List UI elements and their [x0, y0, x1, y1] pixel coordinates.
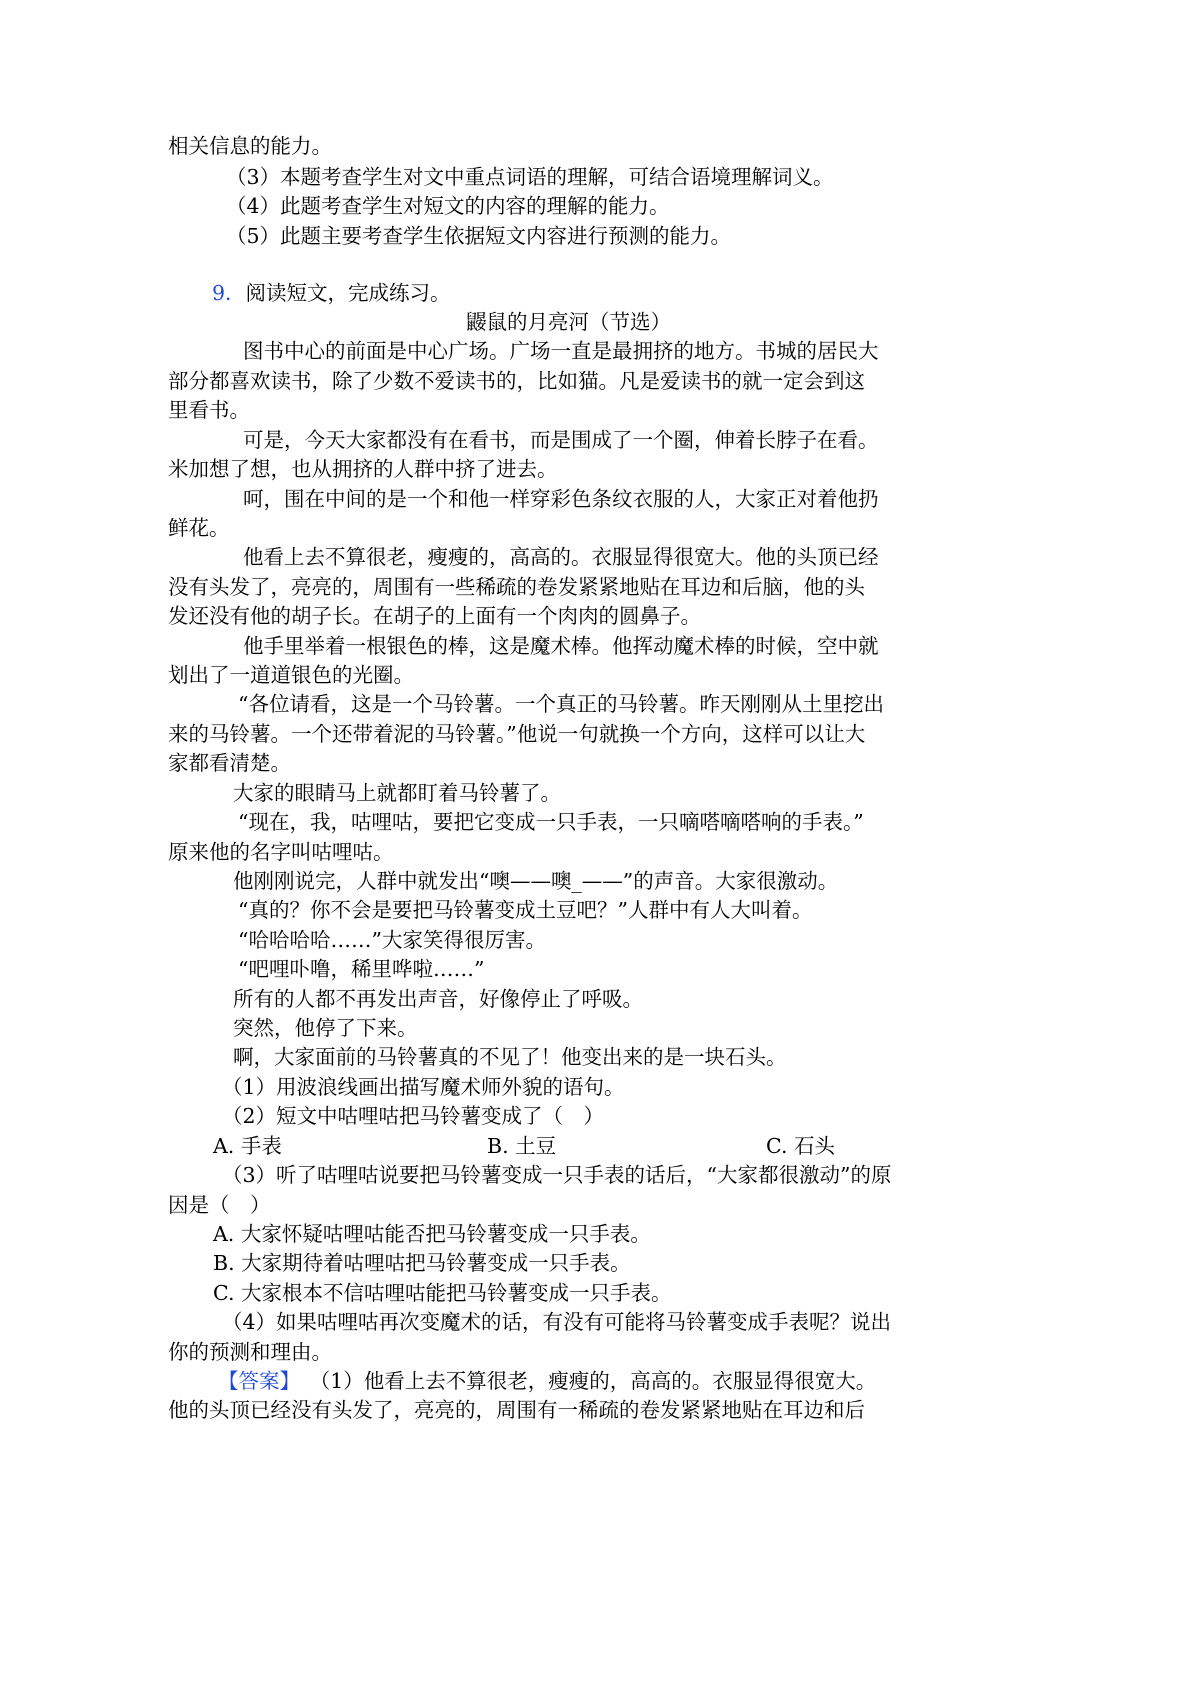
passage-line: 米加想了想，也从拥挤的人群中挤了进去。	[168, 457, 558, 481]
passage-line: “真的？你不会是要把马铃薯变成土豆吧？”人群中有人大叫着。	[238, 898, 813, 922]
intro-line: （4）此题考查学生对短文的内容的理解的能力。	[226, 194, 670, 218]
question-header	[212, 283, 451, 304]
question-prompt: 阅读短文，完成练习。	[245, 281, 451, 305]
intro-line: （5）此题主要考查学生依据短文内容进行预测的能力。	[226, 224, 732, 248]
passage-line: 他手里举着一根银色的棒，这是魔术棒。他挥动魔术棒的时候，空中就	[243, 634, 879, 658]
passage-line: 所有的人都不再发出声音，好像停止了呼吸。	[233, 987, 643, 1011]
sub-question-2: （2）短文中咕哩咕把马铃薯变成了（ ）	[222, 1104, 605, 1128]
answer-line	[218, 1371, 876, 1392]
answer-line-2: 他的头顶已经没有头发了，亮亮的，周围有一稀疏的卷发紧紧地贴在耳边和后	[168, 1398, 865, 1422]
q2-option-a: A. 手表	[213, 1134, 282, 1158]
passage-line: 里看书。	[168, 398, 250, 422]
passage-line: 来的马铃薯。一个还带着泥的马铃薯。”他说一句就换一个方向，这样可以让大	[168, 722, 866, 746]
passage-line: “各位请看，这是一个马铃薯。一个真正的马铃薯。昨天刚刚从土里挖出	[238, 692, 884, 716]
question-number: 9．	[212, 281, 246, 305]
passage-line: 大家的眼睛马上就都盯着马铃薯了。	[233, 781, 561, 805]
passage-line: 啊，大家面前的马铃薯真的不见了！他变出来的是一块石头。	[233, 1045, 787, 1069]
passage-line: 呵，围在中间的是一个和他一样穿彩色条纹衣服的人，大家正对着他扔	[243, 487, 879, 511]
passage-line: 原来他的名字叫咕哩咕。	[168, 840, 394, 864]
passage-line: 他看上去不算很老，瘦瘦的，高高的。衣服显得很宽大。他的头顶已经	[243, 545, 879, 569]
passage-line: 部分都喜欢读书，除了少数不爱读书的，比如猫。凡是爱读书的就一定会到这	[168, 369, 865, 393]
passage-line: 突然，他停了下来。	[233, 1016, 418, 1040]
passage-line: 鲜花。	[168, 516, 230, 540]
passage-line: 图书中心的前面是中心广场。广场一直是最拥挤的地方。书城的居民大	[243, 339, 879, 363]
passage-line: “吧哩卟噜，稀里哗啦……”	[238, 957, 485, 981]
passage-line: 家都看清楚。	[168, 751, 291, 775]
sub-question-3: （3）听了咕哩咕说要把马铃薯变成一只手表的话后，“大家都很激动”的原	[222, 1163, 892, 1187]
intro-line: （3）本题考查学生对文中重点词语的理解，可结合语境理解词义。	[226, 165, 834, 189]
passage-line: 他刚刚说完，人群中就发出“噢——噢_——”的声音。大家很激动。	[233, 869, 839, 893]
answer-text: （1）他看上去不算很老，瘦瘦的，高高的。衣服显得很宽大。	[320, 1369, 877, 1393]
q2-option-c: C. 石头	[766, 1134, 835, 1158]
answer-label: 【答案】	[218, 1369, 300, 1393]
sub-question-3-cont: 因是（ ）	[168, 1193, 271, 1217]
sub-question-4-cont: 你的预测和理由。	[168, 1340, 332, 1364]
passage-line: “现在，我，咕哩咕，要把它变成一只手表，一只嘀嗒嘀嗒响的手表。”	[238, 810, 864, 834]
q3-option-b: B. 大家期待着咕哩咕把马铃薯变成一只手表。	[213, 1251, 631, 1275]
q3-option-c: C. 大家根本不信咕哩咕能把马铃薯变成一只手表。	[213, 1281, 672, 1305]
passage-line: 可是，今天大家都没有在看书，而是围成了一个圈，伸着长脖子在看。	[243, 428, 879, 452]
passage-line: 没有头发了，亮亮的，周围有一些稀疏的卷发紧紧地贴在耳边和后脑，他的头	[168, 575, 865, 599]
q3-option-a: A. 大家怀疑咕哩咕能否把马铃薯变成一只手表。	[213, 1222, 651, 1246]
passage-title: 鼹鼠的月亮河（节选）	[466, 310, 671, 334]
q2-option-b: B. 土豆	[487, 1134, 557, 1158]
sub-question-1: （1）用波浪线画出描写魔术师外貌的语句。	[222, 1075, 625, 1099]
intro-line: 相关信息的能力。	[168, 134, 332, 158]
passage-line: 发还没有他的胡子长。在胡子的上面有一个肉肉的圆鼻子。	[168, 604, 701, 628]
passage-line: “哈哈哈哈……”大家笑得很厉害。	[238, 928, 546, 952]
passage-line: 划出了一道道银色的光圈。	[168, 663, 414, 687]
sub-question-4: （4）如果咕哩咕再次变魔术的话，有没有可能将马铃薯变成手表呢？说出	[222, 1310, 892, 1334]
